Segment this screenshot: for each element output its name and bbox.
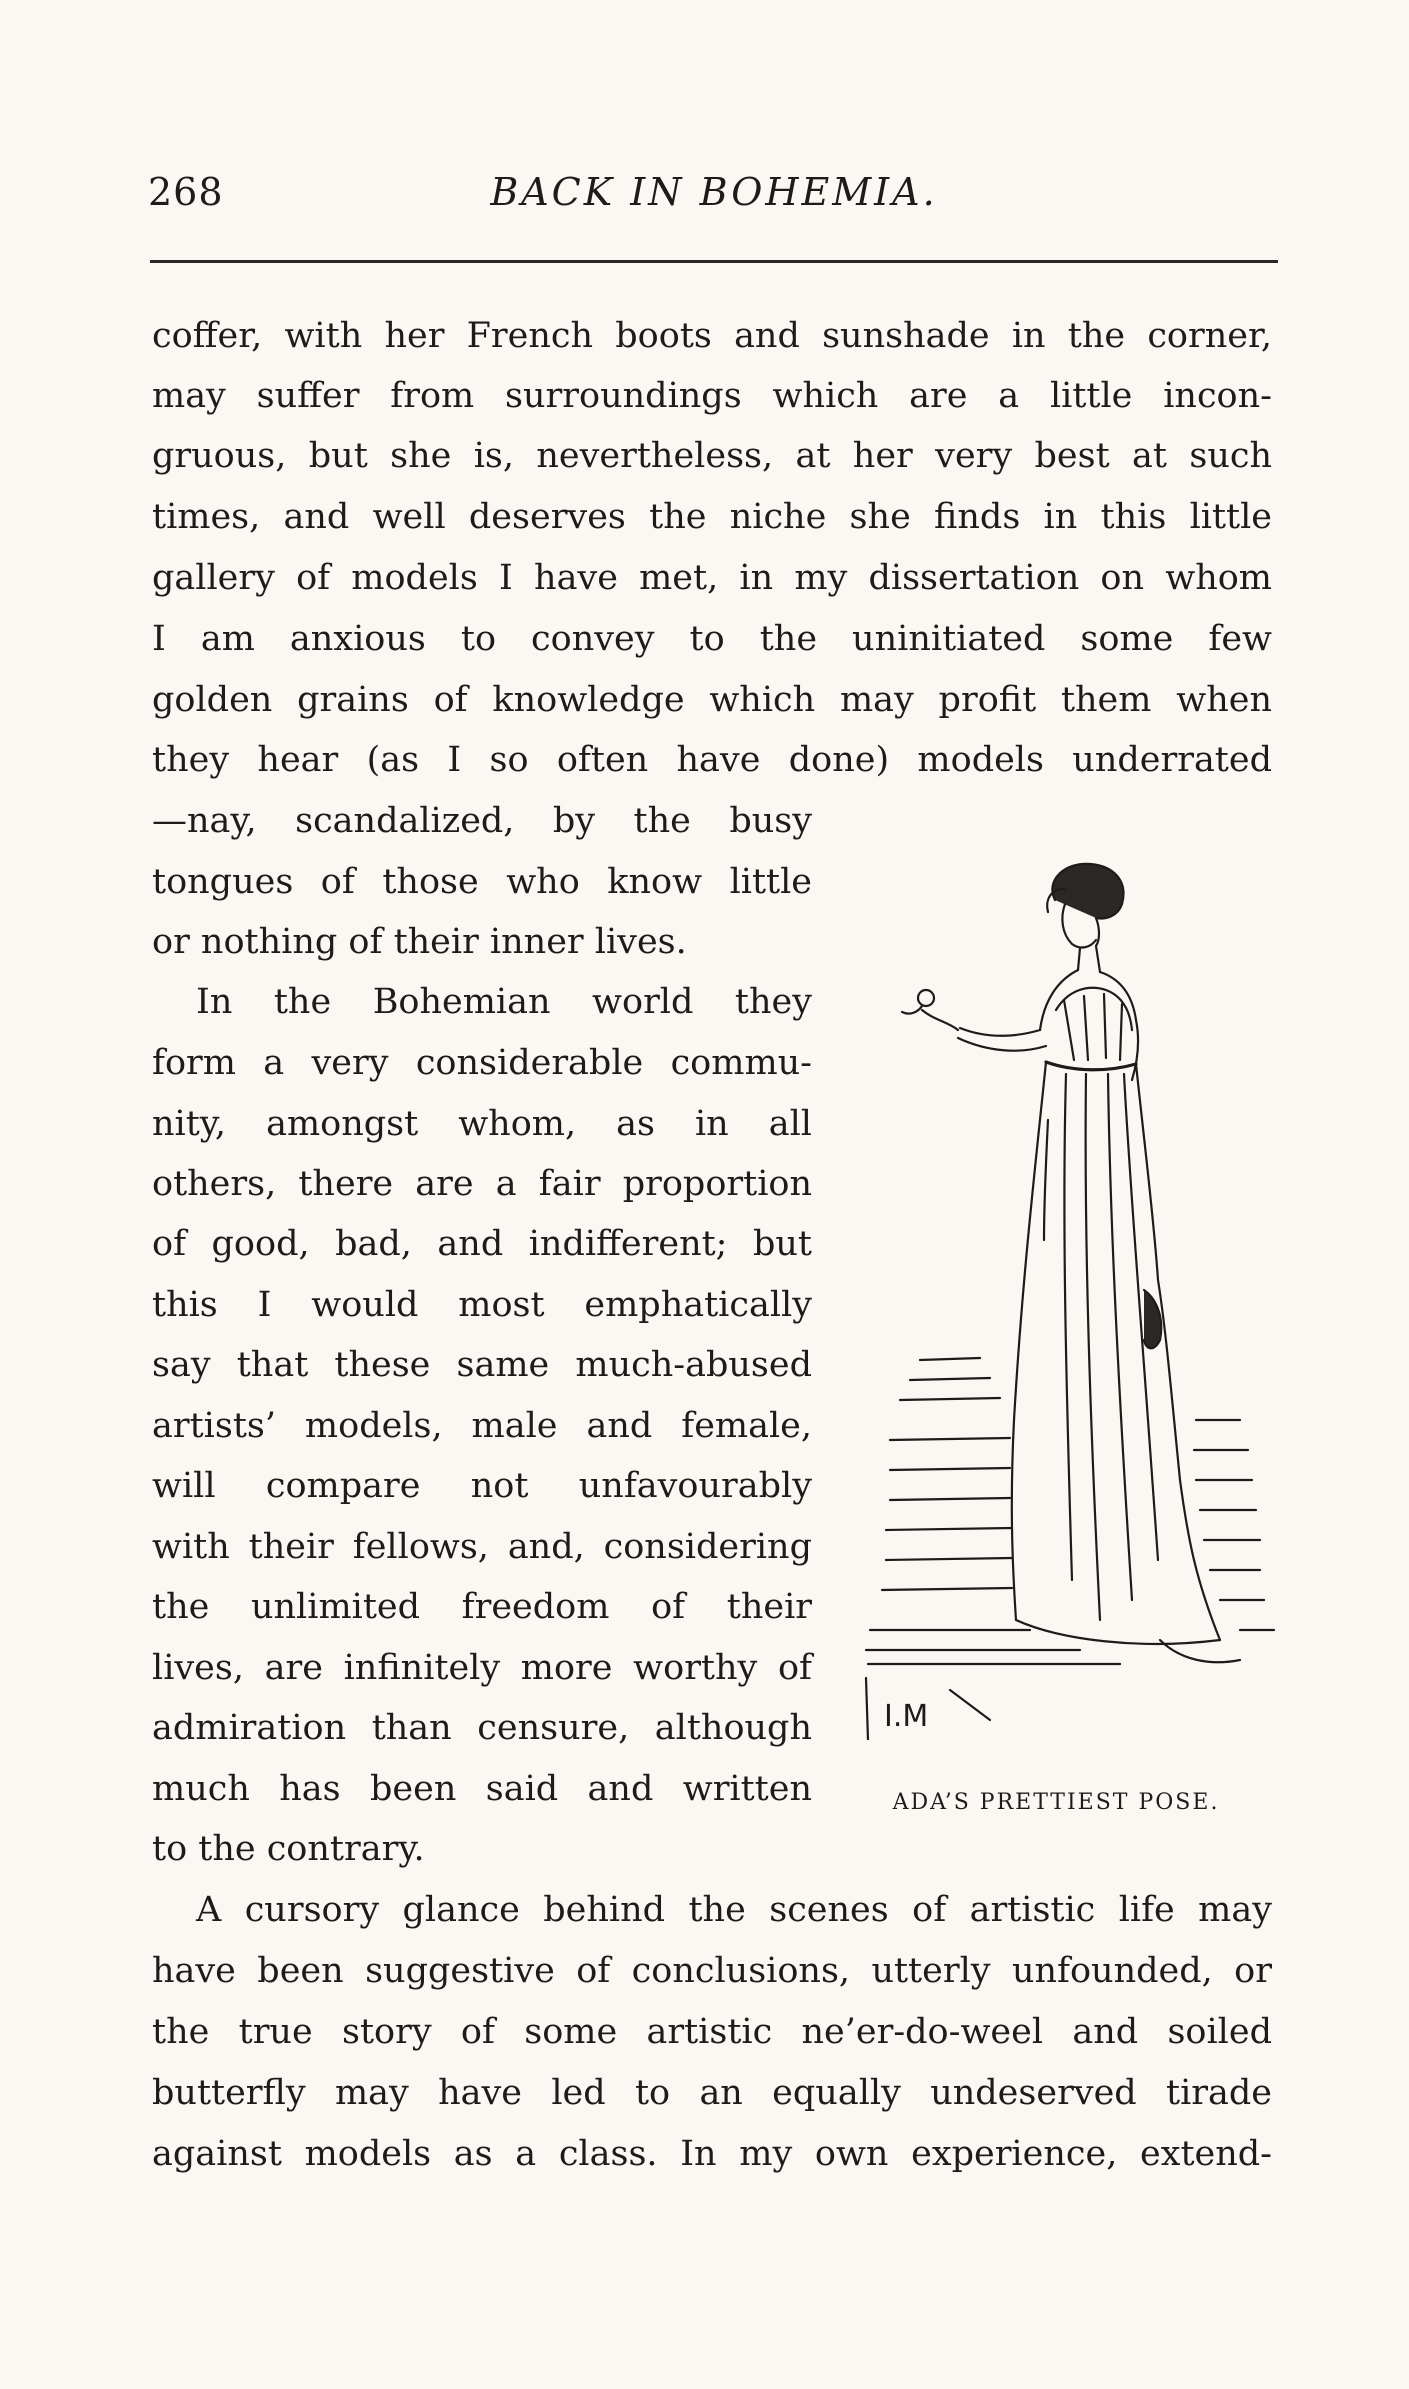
text-line: the true story of some artistic ne’er-do-weel and soiled (152, 2012, 1272, 2052)
text-line: much has been said and written (152, 1769, 812, 1809)
text-line: golden grains of knowledge which may profit them when (152, 680, 1272, 720)
figure-caption: ADA’S PRETTIEST POSE. (892, 1790, 1220, 1815)
text-line: coffer, with her French boots and sunshade in the corner, (152, 316, 1272, 356)
text-line: lives, are infinitely more worthy of (152, 1648, 812, 1688)
text-line: gallery of models I have met, in my dissertation on whom (152, 558, 1272, 598)
text-line: admiration than censure, although (152, 1708, 812, 1748)
text-line: they hear (as I so often have done) models underrated (152, 740, 1272, 780)
text-line: may suffer from surroundings which are a little incon- (152, 376, 1272, 416)
text-line: times, and well deserves the niche she finds in this little (152, 497, 1272, 537)
text-line: gruous, but she is, nevertheless, at her very best at such (152, 436, 1272, 476)
text-line: A cursory glance behind the scenes of artistic life may (196, 1890, 1272, 1930)
running-title: BACK IN BOHEMIA. (490, 170, 938, 214)
text-line: tongues of those who know little (152, 862, 812, 902)
text-line: of good, bad, and indifferent; but (152, 1224, 812, 1264)
text-line: butterfly may have led to an equally undeserved tirade (152, 2073, 1272, 2113)
text-line: In the Bohemian world they (196, 982, 812, 1022)
header-rule (150, 260, 1278, 263)
text-line: to the contrary. (152, 1829, 425, 1869)
illustration-standing-woman (860, 860, 1280, 1740)
text-line: I am anxious to convey to the uninitiated some few (152, 619, 1272, 659)
text-line: say that these same much-abused (152, 1345, 812, 1385)
text-line: form a very considerable commu- (152, 1043, 812, 1083)
text-line: —nay, scandalized, by the busy (152, 801, 812, 841)
text-line: this I would most emphatically (152, 1285, 812, 1325)
illustration-signature: I.M (884, 1699, 929, 1734)
running-header (148, 170, 1280, 230)
text-line: or nothing of their inner lives. (152, 922, 687, 962)
text-line: with their fellows, and, considering (152, 1527, 812, 1567)
text-line: the unlimited freedom of their (152, 1587, 812, 1627)
text-line: others, there are a fair proportion (152, 1164, 812, 1204)
text-line: have been suggestive of conclusions, utterly unfounded, or (152, 1951, 1272, 1991)
text-line: against models as a class. In my own experience, extend- (152, 2134, 1272, 2174)
text-line: artists’ models, male and female, (152, 1406, 812, 1446)
page-number: 268 (148, 170, 224, 214)
text-line: nity, amongst whom, as in all (152, 1104, 812, 1144)
text-line: will compare not unfavourably (152, 1466, 812, 1506)
